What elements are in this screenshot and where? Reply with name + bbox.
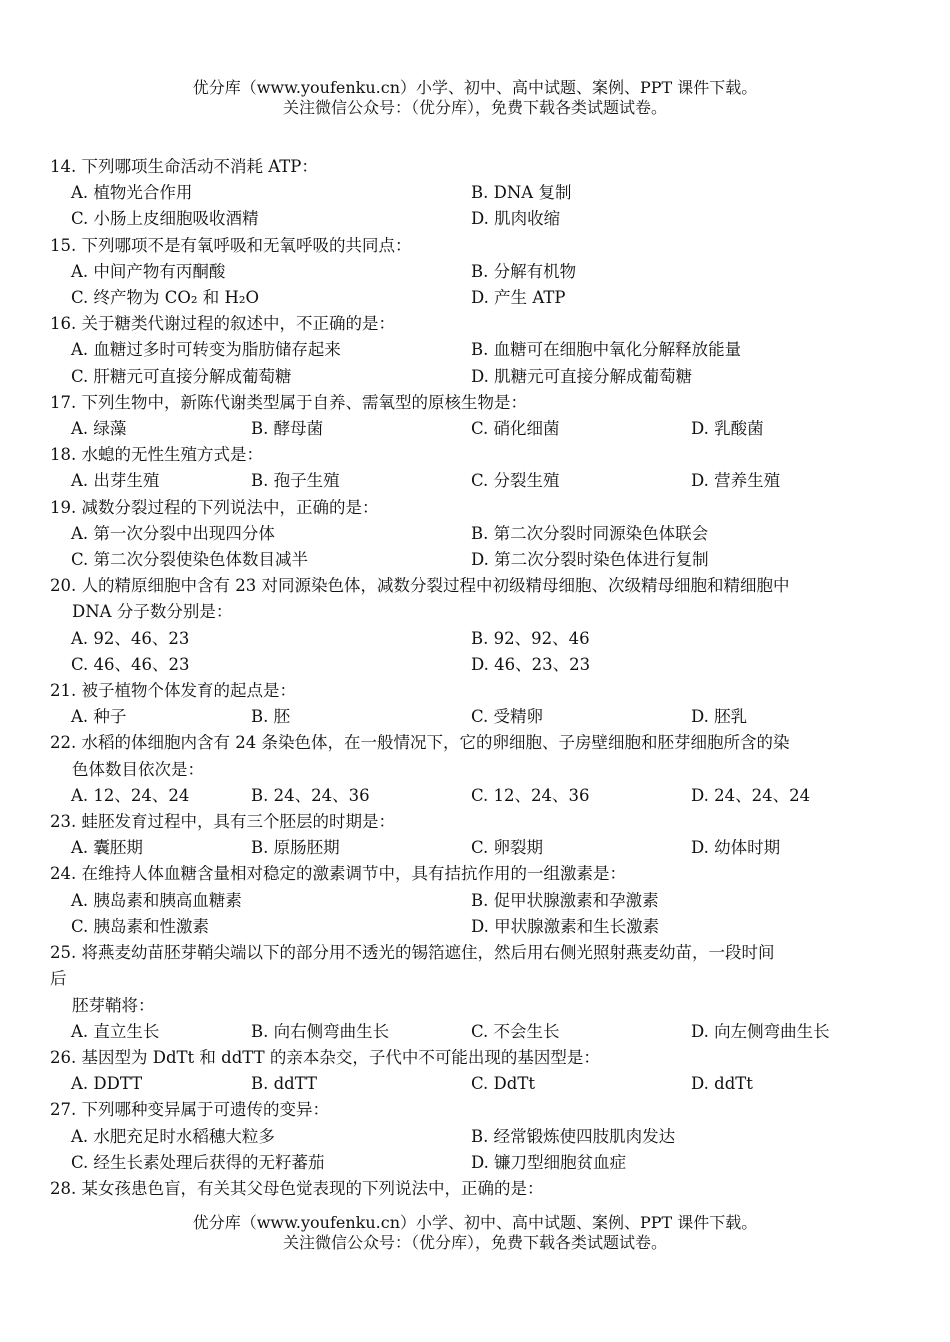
header-line-1: 优分库（www.youfenku.cn）小学、初中、高中试题、案例、PPT 课件下载。 [192,78,758,97]
header-line-2: 关注微信公众号：（优分库），免费下载各类试题试卷。 [282,98,667,117]
question-20: 20. 人的精原细胞中含有 23 对同源染色体，减数分裂过程中初级精母细胞、次级精母细胞和精细胞中 [50,576,790,596]
option-d: D. 镰刀型细胞贫血症 [471,1152,627,1172]
question-23: 23. 蛙胚发育过程中，具有三个胚层的时期是： [50,812,395,832]
options-20-cd [50,652,910,678]
option-a: A. 胰岛素和胰高血糖素 [71,890,242,910]
option-b: B. 血糖可在细胞中氧化分解释放能量 [471,340,742,360]
question-14: 14. 下列哪项生命活动不消耗 ATP： [50,157,318,176]
question-22: 22. 水稻的体细胞内含有 24 条染色体，在一般情况下，它的卵细胞、子房壁细胞和胚芽细胞所含的染 [50,733,790,753]
page-header [0,78,950,118]
footer-line-2: 关注微信公众号：（优分库），免费下载各类试题试卷。 [282,1233,667,1252]
option-d: D. 向左侧弯曲生长 [691,1021,830,1041]
option-b: B. 92、92、46 [471,628,590,648]
question-20-continued: DNA 分子数分别是： [72,602,233,622]
question-25-continued-2: 胚芽鞘将： [72,995,155,1015]
options-19 [50,521,910,547]
option-b: B. 24、24、36 [251,785,370,805]
option-a: A. 植物光合作用 [71,183,193,203]
question-25-continued-1: 后 [50,969,67,989]
options-25 [50,1019,910,1045]
option-c: C. 小肠上皮细胞吸收酒精 [71,209,259,229]
options-18 [50,468,910,494]
options-20 [50,626,910,652]
option-d: D. 胚乳 [691,707,748,727]
option-d: D. ddTt [691,1074,753,1094]
option-b: B. ddTT [251,1074,318,1094]
page-footer [0,1213,950,1253]
question-15: 15. 下列哪项不是有氧呼吸和无氧呼吸的共同点： [50,235,412,255]
option-c: C. 受精卵 [471,707,544,727]
option-b: B. 分解有机物 [471,261,577,281]
footer-line-1: 优分库（www.youfenku.cn）小学、初中、高中试题、案例、PPT 课件下载。 [192,1213,758,1232]
options-14 [50,180,910,206]
question-21: 21. 被子植物个体发育的起点是： [50,681,296,701]
options-24 [50,888,910,914]
options-27-cd [50,1150,910,1176]
option-a: A. 第一次分裂中出现四分体 [71,523,275,543]
option-c: C. 12、24、36 [471,785,590,805]
option-b: B. 向右侧弯曲生长 [251,1021,390,1041]
option-c: C. 第二次分裂使染色体数目减半 [71,550,309,570]
options-15-cd [50,285,910,311]
options-15 [50,259,910,285]
option-b: B. 经常锻炼使四肢肌肉发达 [471,1126,676,1146]
options-16 [50,337,910,363]
option-d: D. 甲状腺激素和生长激素 [471,916,660,936]
options-21 [50,704,910,730]
option-a: A. 12、24、24 [71,785,190,805]
option-b: B. 促甲状腺激素和孕激素 [471,890,659,910]
options-24-cd [50,914,910,940]
question-18: 18. 水螅的无性生殖方式是： [50,445,263,465]
option-c: C. 经生长素处理后获得的无籽蕃茄 [71,1152,325,1172]
option-c: C. 卵裂期 [471,838,544,858]
question-19: 19. 减数分裂过程的下列说法中，正确的是： [50,497,379,517]
option-a: A. 血糖过多时可转变为脂肪储存起来 [71,340,341,360]
options-26 [50,1071,910,1097]
option-a: A. 直立生长 [71,1021,160,1041]
options-23 [50,835,910,861]
option-d: D. 营养生殖 [691,471,781,491]
option-d: D. 24、24、24 [691,785,811,805]
question-24: 24. 在维持人体血糖含量相对稳定的激素调节中，具有拮抗作用的一组激素是： [50,864,626,884]
options-19-cd [50,547,910,573]
options-22 [50,783,910,809]
question-26: 26. 基因型为 DdTt 和 ddTT 的亲本杂交，子代中不可能出现的基因型是： [50,1047,600,1067]
option-a: A. 92、46、23 [71,628,190,648]
option-a: A. 水肥充足时水稻穗大粒多 [71,1126,275,1146]
option-c: C. 46、46、23 [71,654,190,674]
option-a: A. 绿藻 [71,419,127,439]
option-c: C. 胰岛素和性激素 [71,916,210,936]
question-27: 27. 下列哪种变异属于可遗传的变异： [50,1100,329,1120]
option-a: A. 中间产物有丙酮酸 [71,261,226,281]
question-16: 16. 关于糖类代谢过程的叙述中，不正确的是： [50,314,395,334]
question-22-continued: 色体数目依次是： [72,759,204,779]
option-b: B. 胚 [251,707,291,727]
question-28: 28. 某女孩患色盲，有关其父母色觉表现的下列说法中，正确的是： [50,1178,544,1198]
option-d: D. 46、23、23 [471,654,591,674]
option-c: C. DdTt [471,1074,535,1094]
option-b: B. 第二次分裂时同源染色体联会 [471,523,709,543]
option-b: B. 孢子生殖 [251,471,340,491]
options-27 [50,1124,910,1150]
options-17 [50,416,910,442]
option-d: D. 肌肉收缩 [471,209,561,229]
option-c: C. 硝化细菌 [471,419,560,439]
question-list [50,154,910,1202]
option-d: D. 乳酸菌 [691,419,764,439]
option-d: D. 产生 ATP [471,288,566,308]
option-c: C. 终产物为 CO₂ 和 H₂O [71,288,260,308]
option-a: A. 出芽生殖 [71,471,160,491]
option-a: A. DDTT [71,1074,143,1094]
option-b: B. 酵母菌 [251,419,324,439]
option-c: C. 肝糖元可直接分解成葡萄糖 [71,366,292,386]
option-d: D. 肌糖元可直接分解成葡萄糖 [471,366,693,386]
question-17: 17. 下列生物中，新陈代谢类型属于自养、需氧型的原核生物是： [50,392,527,412]
option-a: A. 囊胚期 [71,838,143,858]
options-14-cd [50,206,910,232]
option-d: D. 幼体时期 [691,838,781,858]
option-c: C. 分裂生殖 [471,471,560,491]
option-d: D. 第二次分裂时染色体进行复制 [471,550,709,570]
question-25: 25. 将燕麦幼苗胚芽鞘尖端以下的部分用不透光的锡箔遮住，然后用右侧光照射燕麦幼苗，一段时间 [50,943,775,963]
option-c: C. 不会生长 [471,1021,560,1041]
option-a: A. 种子 [71,707,127,727]
option-b: B. 原肠胚期 [251,838,340,858]
options-16-cd [50,364,910,390]
option-b: B. DNA 复制 [471,183,572,203]
